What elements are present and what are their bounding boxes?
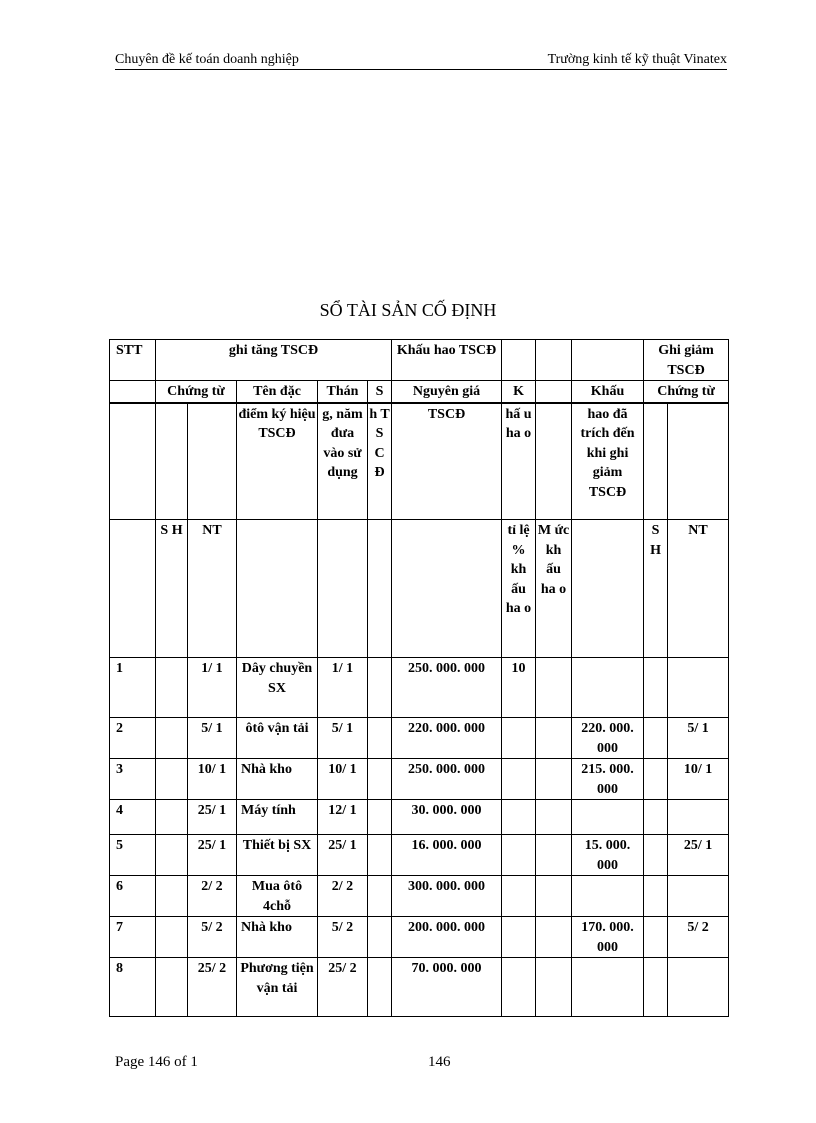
ten-dac-header: Tên đặc (237, 381, 318, 403)
nt-cell: 1/ 1 (188, 658, 237, 718)
date-cell: 12/ 1 (318, 800, 368, 835)
nt-giam-cell (668, 658, 729, 718)
nt-cell: 25/ 1 (188, 800, 237, 835)
nt-giam-cell (668, 800, 729, 835)
nt-header: NT (188, 520, 237, 658)
footer-page-number: 146 (428, 1054, 451, 1070)
page-header (115, 52, 727, 70)
asset-name-cell: Phương tiện vận tải (237, 958, 318, 1017)
stt-cell: 5 (110, 835, 156, 876)
nt-giam-cell (668, 958, 729, 1017)
depreciation-cell: 170. 000. 000 (572, 917, 644, 958)
nguyen-gia-header: Nguyên giá (392, 381, 502, 403)
nt-cell: 25/ 1 (188, 835, 237, 876)
page-title: SỔ TÀI SẢN CỐ ĐỊNH (319, 300, 497, 320)
original-cost-cell: 300. 000. 000 (392, 876, 502, 917)
footer-page-label: Page 146 of 1 (115, 1054, 198, 1070)
table-row (110, 759, 729, 800)
table-row (110, 800, 729, 835)
depreciation-cell (572, 958, 644, 1017)
original-cost-cell: 220. 000. 000 (392, 718, 502, 759)
stt-cell: 3 (110, 759, 156, 800)
header-row-4 (110, 520, 729, 658)
s-header: S (368, 381, 392, 403)
date-cell: 25/ 2 (318, 958, 368, 1017)
depreciation-cell: 15. 000. 000 (572, 835, 644, 876)
chung-tu-giam-header: Chứng từ (644, 381, 729, 403)
ghi-giam-header: Ghi giảm TSCĐ (644, 340, 729, 381)
asset-name-cell: Thiết bị SX (237, 835, 318, 876)
table-row (110, 917, 729, 958)
table-row (110, 876, 729, 917)
thang-header: Thán (318, 381, 368, 403)
date-cell: 25/ 1 (318, 835, 368, 876)
sh-giam-header: S H (644, 520, 668, 658)
nt-cell: 5/ 1 (188, 718, 237, 759)
asset-name-cell: Dây chuyền SX (237, 658, 318, 718)
khau-header: Khấu (572, 381, 644, 403)
nt-cell: 5/ 2 (188, 917, 237, 958)
table-row (110, 835, 729, 876)
rate-cell (502, 835, 536, 876)
rate-cell (502, 800, 536, 835)
header-row-1 (110, 340, 729, 381)
k-header: K (502, 381, 536, 403)
fixed-asset-ledger-table (109, 339, 729, 1017)
asset-name-cell: Nhà kho (237, 917, 318, 958)
stt-header: STT (110, 340, 156, 381)
rate-cell (502, 876, 536, 917)
stt-cell: 7 (110, 917, 156, 958)
chung-tu-header: Chứng từ (156, 381, 237, 403)
rate-cell (502, 759, 536, 800)
stt-cell: 2 (110, 718, 156, 759)
khau-hao-header: Khấu hao TSCĐ (392, 340, 502, 381)
ten-dac-header-cont: điểm ký hiệu TSCĐ (237, 403, 318, 520)
header-row-2 (110, 381, 729, 403)
table-row (110, 718, 729, 759)
depreciation-cell (572, 800, 644, 835)
ti-le-header: tỉ lệ % kh ấu ha o (502, 520, 536, 658)
header-right-text: Trường kinh tế kỹ thuật Vinatex (547, 52, 727, 67)
sh-header: S H (156, 520, 188, 658)
stt-cell: 1 (110, 658, 156, 718)
stt-cell: 8 (110, 958, 156, 1017)
nt-giam-cell: 10/ 1 (668, 759, 729, 800)
date-cell: 2/ 2 (318, 876, 368, 917)
stt-cell: 6 (110, 876, 156, 917)
nt-giam-header: NT (668, 520, 729, 658)
s-header-cont: h T S C Đ (368, 403, 392, 520)
original-cost-cell: 30. 000. 000 (392, 800, 502, 835)
header-left-text: Chuyên đề kế toán doanh nghiệp (115, 52, 299, 67)
asset-name-cell: ôtô vận tải (237, 718, 318, 759)
original-cost-cell: 250. 000. 000 (392, 658, 502, 718)
original-cost-cell: 200. 000. 000 (392, 917, 502, 958)
date-cell: 5/ 1 (318, 718, 368, 759)
muc-khau-hao-header: M ức kh ấu ha o (536, 520, 572, 658)
table-row (110, 958, 729, 1017)
header-row-3 (110, 403, 729, 520)
nt-giam-cell: 5/ 2 (668, 917, 729, 958)
date-cell: 5/ 2 (318, 917, 368, 958)
nt-giam-cell (668, 876, 729, 917)
ghi-tang-header: ghi tăng TSCĐ (156, 340, 392, 381)
nt-cell: 10/ 1 (188, 759, 237, 800)
khau-header-cont: hao đã trích đến khi ghi giảm TSCĐ (572, 403, 644, 520)
asset-name-cell: Máy tính (237, 800, 318, 835)
original-cost-cell: 70. 000. 000 (392, 958, 502, 1017)
rate-cell (502, 917, 536, 958)
rate-cell (502, 958, 536, 1017)
depreciation-cell (572, 876, 644, 917)
asset-name-cell: Nhà kho (237, 759, 318, 800)
nt-cell: 25/ 2 (188, 958, 237, 1017)
nt-giam-cell: 25/ 1 (668, 835, 729, 876)
nt-cell: 2/ 2 (188, 876, 237, 917)
original-cost-cell: 250. 000. 000 (392, 759, 502, 800)
original-cost-cell: 16. 000. 000 (392, 835, 502, 876)
rate-cell (502, 718, 536, 759)
asset-name-cell: Mua ôtô 4chỗ (237, 876, 318, 917)
table-row (110, 658, 729, 718)
rate-cell: 10 (502, 658, 536, 718)
k-header-cont: hấ u ha o (502, 403, 536, 520)
nt-giam-cell: 5/ 1 (668, 718, 729, 759)
depreciation-cell: 215. 000. 000 (572, 759, 644, 800)
date-cell: 1/ 1 (318, 658, 368, 718)
nguyen-gia-header-cont: TSCĐ (392, 403, 502, 520)
stt-cell: 4 (110, 800, 156, 835)
depreciation-cell: 220. 000. 000 (572, 718, 644, 759)
thang-header-cont: g, năm đưa vào sử dụng (318, 403, 368, 520)
depreciation-cell (572, 658, 644, 718)
date-cell: 10/ 1 (318, 759, 368, 800)
